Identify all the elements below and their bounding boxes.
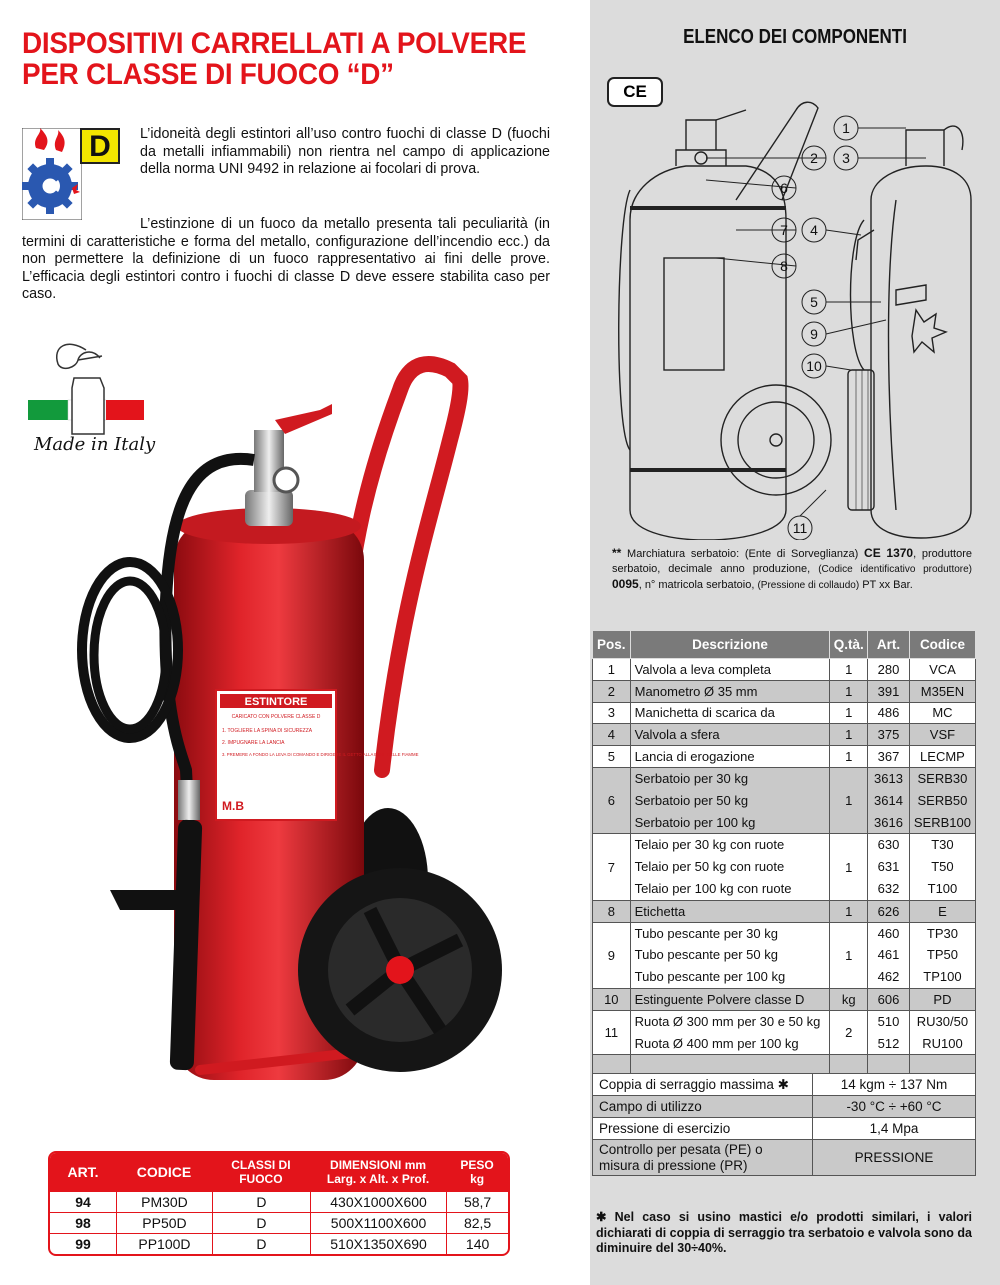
col-peso bbox=[446, 1153, 508, 1191]
cell-peso: 140 bbox=[446, 1233, 508, 1254]
desc-line: Telaio per 30 kg con ruote bbox=[634, 837, 785, 853]
cell-qty: 1 bbox=[830, 724, 868, 746]
made-in-italy-text: Made in Italy bbox=[34, 434, 156, 455]
cell-qty: kg bbox=[830, 988, 868, 1010]
callout-7: 7 bbox=[780, 222, 788, 238]
right-column bbox=[590, 0, 1000, 1285]
components-header-row bbox=[593, 631, 976, 659]
code-line: TP30 bbox=[926, 925, 958, 941]
col-pos: Pos. bbox=[593, 631, 631, 659]
art-line: 510 bbox=[877, 1013, 900, 1029]
note-ce-mark: CE bbox=[864, 546, 881, 560]
cell-code bbox=[909, 767, 975, 833]
title-line-1: DISPOSITIVI CARRELLATI A POLVERE bbox=[22, 27, 527, 60]
callout-3: 3 bbox=[842, 150, 850, 166]
cell-desc: Valvola a leva completa bbox=[630, 659, 830, 681]
cell-desc bbox=[630, 767, 830, 833]
components-diagram bbox=[596, 70, 981, 540]
code-line: TP50 bbox=[926, 947, 958, 963]
callout-10: 10 bbox=[806, 358, 822, 374]
table-row bbox=[593, 702, 976, 724]
cell-pos: 11 bbox=[593, 1010, 631, 1055]
table-row bbox=[593, 988, 976, 1010]
components-table bbox=[592, 630, 976, 1079]
cell-pos: 7 bbox=[593, 834, 631, 900]
title-line-2: PER CLASSE DI FUOCO “D” bbox=[22, 58, 394, 91]
art-line: 3616 bbox=[874, 814, 903, 830]
cell-desc: Manichetta di scarica da bbox=[630, 702, 830, 724]
cell-qty: 1 bbox=[830, 746, 868, 768]
cell-art bbox=[868, 1010, 910, 1055]
col-codice: CODICE bbox=[116, 1153, 212, 1191]
art-line: 462 bbox=[877, 969, 900, 985]
cell-code: VCA bbox=[909, 659, 975, 681]
table-row bbox=[593, 659, 976, 681]
intro-paragraph-1: L’idoneità degli estintori all’uso contro fuochi di classe D (fuochi da metalli infiammabili) non rientra nel campo di applicazione della norma UNI 9492 in relazione ai focolari di prova. bbox=[140, 126, 550, 178]
callout-5: 5 bbox=[810, 294, 818, 310]
properties-table bbox=[592, 1073, 976, 1176]
property-value: PRESSIONE bbox=[813, 1140, 976, 1176]
cell-code: E bbox=[909, 900, 975, 922]
cell-codice: PM30D bbox=[116, 1191, 212, 1212]
cell-code: M35EN bbox=[909, 680, 975, 702]
table-row bbox=[593, 834, 976, 900]
desc-line: Telaio per 50 kg con ruote bbox=[634, 859, 785, 875]
code-line: SERB30 bbox=[917, 770, 968, 786]
cell-art: 94 bbox=[50, 1191, 116, 1212]
callout-1: 1 bbox=[842, 120, 850, 136]
property-value: -30 °C ÷ +60 °C bbox=[813, 1096, 976, 1118]
table-row bbox=[593, 767, 976, 833]
desc-line: Tubo pescante per 50 kg bbox=[634, 947, 778, 963]
cell-qty: 1 bbox=[830, 834, 868, 900]
table-row bbox=[593, 680, 976, 702]
table-row bbox=[50, 1191, 508, 1212]
cell-art: 280 bbox=[868, 659, 910, 681]
table-row bbox=[593, 1074, 976, 1096]
code-line: T100 bbox=[927, 880, 958, 896]
spec-header-row bbox=[50, 1153, 508, 1191]
cell-desc: Lancia di erogazione bbox=[630, 746, 830, 768]
property-label: Campo di utilizzo bbox=[593, 1096, 813, 1118]
cell-codice: PP100D bbox=[116, 1233, 212, 1254]
table-row bbox=[593, 922, 976, 988]
cell-code bbox=[909, 834, 975, 900]
cell-classe: D bbox=[212, 1212, 310, 1233]
cell-desc bbox=[630, 1010, 830, 1055]
cell-pos: 2 bbox=[593, 680, 631, 702]
desc-line: Serbatoio per 50 kg bbox=[634, 792, 749, 808]
cell-qty: 1 bbox=[830, 922, 868, 988]
cell-art: 99 bbox=[50, 1233, 116, 1254]
cell-qty: 1 bbox=[830, 680, 868, 702]
code-line: T30 bbox=[931, 837, 954, 853]
cell-pos: 1 bbox=[593, 659, 631, 681]
cell-code: MC bbox=[909, 702, 975, 724]
col-classi: CLASSI DI FUOCO bbox=[212, 1153, 310, 1191]
property-value: 1,4 Mpa bbox=[813, 1118, 976, 1140]
cell-pos: 4 bbox=[593, 724, 631, 746]
col-codice: Codice bbox=[909, 631, 975, 659]
cell-codice: PP50D bbox=[116, 1212, 212, 1233]
cell-qty: 1 bbox=[830, 900, 868, 922]
cell-pos: 3 bbox=[593, 702, 631, 724]
desc-line: Ruota Ø 400 mm per 100 kg bbox=[634, 1035, 799, 1051]
art-line: 632 bbox=[877, 880, 900, 896]
note-text-4: PT xx Bar. bbox=[859, 579, 913, 591]
cell-classe: D bbox=[212, 1233, 310, 1254]
cell-desc bbox=[630, 834, 830, 900]
cell-art: 367 bbox=[868, 746, 910, 768]
cell-peso: 82,5 bbox=[446, 1212, 508, 1233]
cell-pos: 9 bbox=[593, 922, 631, 988]
table-row bbox=[593, 1010, 976, 1055]
cell-code: LECMP bbox=[909, 746, 975, 768]
cell-qty: 1 bbox=[830, 767, 868, 833]
code-line: SERB50 bbox=[917, 792, 968, 808]
cell-code: PD bbox=[909, 988, 975, 1010]
cell-desc: Estinguente Polvere classe D bbox=[630, 988, 830, 1010]
property-value: 14 kgm ÷ 137 Nm bbox=[813, 1074, 976, 1096]
cell-desc: Etichetta bbox=[630, 900, 830, 922]
intro-paragraph-2: L’estinzione di un fuoco da metallo presenta tali peculiarità (in termini di caratteristiche e forma del metallo, configurazione dell’incendio ecc.) da non permettere la definizione di un fuoco rappresentativo ai fini delle prove. L’efficacia degli estintori contro i fuochi di classe D deve essere stabilita caso per caso. bbox=[22, 216, 550, 303]
col-art: ART. bbox=[50, 1153, 116, 1191]
note-stars: ** bbox=[612, 546, 622, 560]
table-row bbox=[593, 746, 976, 768]
cell-dimensioni: 510X1350X690 bbox=[310, 1233, 446, 1254]
peso-unit: kg bbox=[470, 1172, 485, 1186]
components-title: ELENCO DEI COMPONENTI bbox=[683, 26, 907, 48]
col-art: Art. bbox=[868, 631, 910, 659]
desc-line: Telaio per 100 kg con ruote bbox=[634, 880, 792, 896]
table-row bbox=[593, 724, 976, 746]
label-brand: M.B bbox=[222, 799, 244, 813]
code-line: TP100 bbox=[923, 969, 962, 985]
cell-art: 391 bbox=[868, 680, 910, 702]
note-code-0095: 0095 bbox=[612, 577, 639, 591]
cell-desc: Manometro Ø 35 mm bbox=[630, 680, 830, 702]
callout-8: 8 bbox=[780, 258, 788, 274]
note-small-1: (Codice identificativo produttore) bbox=[818, 564, 973, 575]
cell-code: VSF bbox=[909, 724, 975, 746]
cell-pos: 5 bbox=[593, 746, 631, 768]
code-line: RU30/50 bbox=[916, 1013, 969, 1029]
art-line: 3614 bbox=[874, 792, 903, 808]
cell-dimensioni: 500X1100X600 bbox=[310, 1212, 446, 1233]
art-line: 512 bbox=[877, 1035, 900, 1051]
note-text-2: , produttore serbatoio, decimale anno produzione, bbox=[612, 548, 973, 575]
property-label: Pressione di esercizio bbox=[593, 1118, 813, 1140]
class-d-badge: D bbox=[80, 128, 120, 164]
note-text-3: , n° matricola serbatoio, bbox=[638, 579, 758, 591]
cell-art: 606 bbox=[868, 988, 910, 1010]
ce-mark: CE bbox=[623, 82, 647, 101]
fire-class-logo bbox=[22, 128, 132, 220]
product-spec-table bbox=[48, 1151, 510, 1256]
desc-line: Tubo pescante per 30 kg bbox=[634, 925, 778, 941]
cell-art: 98 bbox=[50, 1212, 116, 1233]
cell-pos: 8 bbox=[593, 900, 631, 922]
code-line: SERB100 bbox=[913, 814, 971, 830]
art-line: 461 bbox=[877, 947, 900, 963]
label-step-1: 1. TOGLIERE LA SPINA DI SICUREZZA bbox=[222, 728, 313, 734]
cell-pos: 10 bbox=[593, 988, 631, 1010]
cell-dimensioni: 430X1000X600 bbox=[310, 1191, 446, 1212]
peso-label: PESO bbox=[460, 1158, 494, 1172]
callout-6: 6 bbox=[780, 180, 788, 196]
cell-peso: 58,7 bbox=[446, 1191, 508, 1212]
desc-line: Serbatoio per 30 kg bbox=[634, 770, 749, 786]
col-qta: Q.tà. bbox=[830, 631, 868, 659]
table-row bbox=[50, 1212, 508, 1233]
label-step-2: 2. IMPUGNARE LA LANCIA bbox=[222, 740, 285, 746]
cell-art bbox=[868, 767, 910, 833]
cell-classe: D bbox=[212, 1191, 310, 1212]
cell-art: 375 bbox=[868, 724, 910, 746]
art-line: 3613 bbox=[874, 770, 903, 786]
callout-9: 9 bbox=[810, 326, 818, 342]
note-small-2: (Pressione di collaudo) bbox=[757, 580, 860, 591]
code-line: T50 bbox=[931, 859, 954, 875]
art-line: 631 bbox=[877, 859, 900, 875]
col-dimensioni bbox=[310, 1153, 446, 1191]
cell-art bbox=[868, 834, 910, 900]
table-row bbox=[593, 1096, 976, 1118]
table-row bbox=[593, 1118, 976, 1140]
table-row bbox=[50, 1233, 508, 1254]
cell-desc bbox=[630, 922, 830, 988]
cell-pos: 6 bbox=[593, 767, 631, 833]
dimensioni-label: DIMENSIONI mm bbox=[330, 1158, 427, 1172]
label-step-3: 3. PREMERE A FONDO LA LEVA DI COMANDO E DIRIGERE IL GETTO ALLA BASE DELLE FIAMME bbox=[222, 752, 419, 757]
cell-code bbox=[909, 922, 975, 988]
art-line: 630 bbox=[877, 837, 900, 853]
note-code-1370: 1370 bbox=[886, 546, 914, 560]
callout-2: 2 bbox=[810, 150, 818, 166]
col-descrizione: Descrizione bbox=[630, 631, 830, 659]
desc-line: Ruota Ø 300 mm per 30 e 50 kg bbox=[634, 1013, 821, 1029]
gear-flame-icon bbox=[22, 128, 82, 220]
cell-art: 626 bbox=[868, 900, 910, 922]
cell-qty: 2 bbox=[830, 1010, 868, 1055]
marking-note bbox=[612, 546, 972, 593]
callout-4: 4 bbox=[810, 222, 818, 238]
cell-desc: Valvola a sfera bbox=[630, 724, 830, 746]
desc-line: Serbatoio per 100 kg bbox=[634, 814, 756, 830]
cell-art: 486 bbox=[868, 702, 910, 724]
art-line: 460 bbox=[877, 925, 900, 941]
table-row bbox=[593, 1140, 976, 1176]
cell-qty: 1 bbox=[830, 659, 868, 681]
desc-line: Tubo pescante per 100 kg bbox=[634, 969, 786, 985]
page-title bbox=[22, 28, 543, 90]
label-title: ESTINTORE bbox=[244, 696, 308, 708]
cell-qty: 1 bbox=[830, 702, 868, 724]
cell-art bbox=[868, 922, 910, 988]
note-text: Marchiatura serbatoio: (Ente di Sorveglianza) bbox=[627, 548, 859, 560]
property-label: Coppia di serraggio massima ✱ bbox=[593, 1074, 813, 1096]
fire-extinguisher-photo bbox=[70, 350, 540, 1100]
callout-11: 11 bbox=[792, 520, 808, 536]
torque-footnote: ✱ Nel caso si usino mastici e/o prodotti similari, i valori dichiarati di coppia di serraggio tra serbatoio e valvola sono da diminuire del 30÷40%. bbox=[596, 1210, 972, 1255]
table-row bbox=[593, 900, 976, 922]
property-label: Controllo per pesata (PE) o misura di pressione (PR) bbox=[593, 1140, 813, 1176]
code-line: RU100 bbox=[922, 1035, 963, 1051]
dimensioni-sublabel: Larg. x Alt. x Prof. bbox=[326, 1172, 430, 1186]
label-subtitle: CARICATO CON POLVERE CLASSE D bbox=[231, 714, 321, 720]
cell-code bbox=[909, 1010, 975, 1055]
